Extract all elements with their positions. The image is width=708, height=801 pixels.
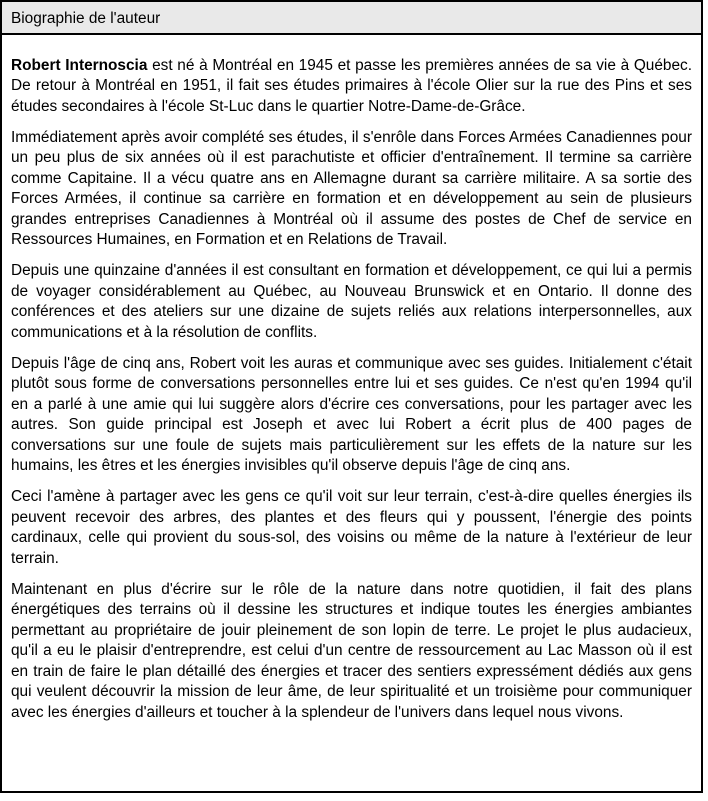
bio-paragraph-intro-text: est né à Montréal en 1945 et passe les premières années de sa vie à Québec. De retour à Montréal en 1951, il fait ses études primaires à l'école Olier sur la rue des Pins et ses études secondaires à l'école St-Luc dans le quartier Notre-Dame-de-Grâce. — [11, 56, 693, 115]
page-title-bar — [2, 2, 701, 35]
bio-paragraph-terrain-energies: Ceci l'amène à partager avec les gens ce qu'il voit sur leur terrain, c'est-à-dire quelles énergies ils peuvent recevoir des arbres, des plantes et des fleurs qui y poussent, l'énergie des points cardinaux, celle qui provient du sous-sol, des voisins ou même de la nature à l'extérieur de leur terrain. — [11, 488, 692, 567]
bio-paragraph-projects: Maintenant en plus d'écrire sur le rôle de la nature dans notre quotidien, il fait des plans énergétiques des terrains où il dessine les structures et indique toutes les énergies ambiantes permettant au propriétaire de jouir pleinement de son lopin de terre. Le projet le plus audacieux, qu'il a eu le plaisir d'entreprendre, est celui d'un centre de ressourcement au Lac Masson où il est en train de faire le plan détaillé des énergies et tracer des sentiers expressément dédiés aux gens qui veulent découvrir la mission de leur âme, de leur spiritualité et un troisième pour communiquer avec les énergies d'ailleurs et toucher à la splendeur de l'univers dans lequel nous vivons. — [11, 580, 692, 721]
bio-paragraph-military-career: Immédiatement après avoir complété ses études, il s'enrôle dans Forces Armées Canadiennes pour un peu plus de six années où il est parachutiste et officier d'entraînement. Il termine sa carrière comme Capitaine. Il a vécu quatre ans en Allemagne durant sa carrière militaire. A sa sortie des Forces Armées, il continue sa carrière en formation et en développement au sein de plusieurs grandes entreprises Canadiennes à Montréal où il assume des postes de Chef de service en Ressources Humaines, en Formation et en Relations de Travail. — [11, 128, 692, 248]
page-title: Biographie de l'auteur — [11, 10, 161, 27]
bio-paragraph-guides: Depuis l'âge de cinq ans, Robert voit les auras et communique avec ses guides. Initialement c'était plutôt sous forme de conversations personnelles entre lui et ses guides. Ce n'est qu'en 1994 qu'il en a parlé à une amie qui lui suggère alors d'écrire ces conversations, pour les partager avec les autres. Son guide principal est Joseph et avec lui Robert a écrit plus de 400 pages de conversations sur une foule de sujets mais particulièrement sur les effets de la nature sur les humains, les êtres et les énergies invisibles qu'il observe depuis l'âge de cinq ans. — [11, 354, 692, 474]
author-name: Robert Internoscia — [11, 56, 148, 74]
bio-paragraph-consultant: Depuis une quinzaine d'années il est consultant en formation et développement, ce qui lui a permis de voyager considérablement au Québec, au Nouveau Brunswick et en Ontario. Il donne des conférences et des ateliers sur une dizaine de sujets reliés aux relations interpersonnelles, aux communications et à la résolution de conflits. — [11, 262, 692, 341]
bio-paragraph-intro — [11, 56, 692, 118]
biography-content — [2, 35, 701, 723]
